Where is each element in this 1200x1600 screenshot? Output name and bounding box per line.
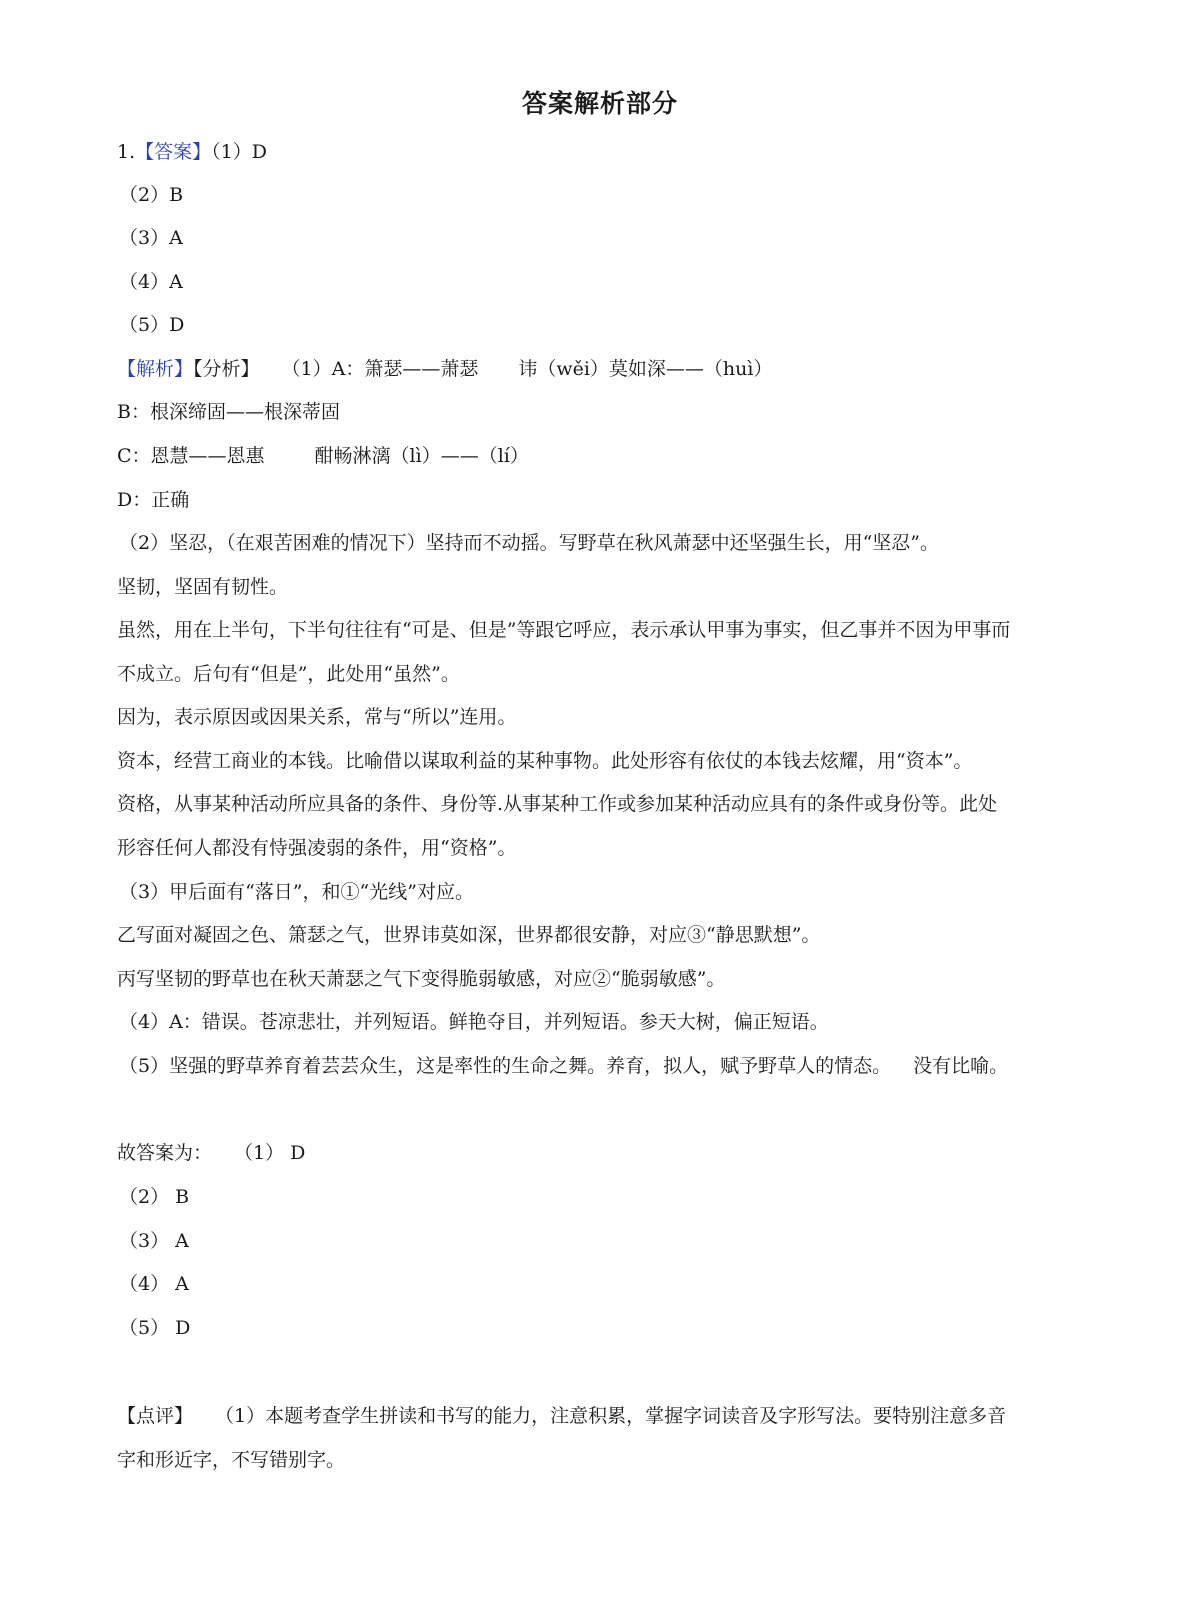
- analysis-p2-line-4: 不成立。后句有“但是”，此处用“虽然”。: [117, 663, 460, 685]
- analysis-line-4: D：正确: [117, 489, 190, 511]
- analysis-3b: 酣畅淋漓（lì）——（lí）: [314, 445, 529, 467]
- analysis-line-2: B：根深缔固——根深蒂固: [117, 401, 340, 423]
- answer-tag: 【答案】: [135, 141, 212, 163]
- final-item-4: （4） A: [119, 1273, 189, 1295]
- analysis-p2-line-3: 虽然，用在上半句，下半句往往有“可是、但是”等跟它呼应，表示承认甲事为事实，但乙事并不因为甲事而: [117, 619, 1011, 641]
- analysis-1a: （1）A：箫瑟——萧瑟: [281, 358, 479, 380]
- answer-item-5: （5）D: [119, 314, 185, 336]
- analysis-p2-line-1: （2）坚忍，（在艰苦困难的情况下）坚持而不动摇。写野草在秋风萧瑟中还坚强生长，用“坚忍”。: [119, 532, 940, 554]
- analysis-p2-line-8: 形容任何人都没有恃强凌弱的条件，用“资格”。: [117, 837, 517, 859]
- analysis-p4: （4）A：错误。苍凉悲壮，并列短语。鲜艳夺目，并列短语。参天大树，偏正短语。: [119, 1011, 829, 1033]
- answer-item-1: （1）D: [211, 141, 267, 163]
- analysis-p5a: （5）坚强的野草养育着芸芸众生，这是率性的生命之舞。养育，拟人，赋予野草人的情态。: [119, 1055, 892, 1077]
- analysis-p3-line-1: （3）甲后面有“落日”，和①“光线”对应。: [119, 881, 474, 903]
- final-item-3: （3） A: [119, 1230, 189, 1252]
- analysis-line-1: [117, 355, 772, 383]
- analysis-p2-line-5: 因为，表示原因或因果关系，常与“所以”连用。: [117, 706, 517, 728]
- analysis-1b: 讳（wěi）莫如深——（huì）: [518, 358, 773, 380]
- analysis-p3-line-2: 乙写面对凝固之色、箫瑟之气，世界讳莫如深，世界都很安静，对应③“静思默想”。: [117, 924, 821, 946]
- analysis-p5b: 没有比喻。: [913, 1055, 1009, 1077]
- final-item-2: （2） B: [119, 1186, 190, 1208]
- analysis-sub-tag: 【分析】: [193, 358, 260, 380]
- analysis-p2-line-2: 坚韧，坚固有韧性。: [117, 576, 289, 598]
- analysis-p3-line-3: 丙写坚韧的野草也在秋天萧瑟之气下变得脆弱敏感，对应②“脆弱敏感”。: [117, 968, 726, 990]
- answer-item-4: （4）A: [119, 271, 183, 293]
- analysis-line-3: [117, 442, 529, 470]
- analysis-tag: 【解析】: [117, 358, 194, 380]
- review-line-2: 字和形近字，不写错别字。: [117, 1449, 346, 1471]
- review-text-1: （1）本题考查学生拼读和书写的能力，注意积累，掌握字词读音及字形写法。要特别注意多音: [215, 1405, 1007, 1427]
- final-answer-line-1: [117, 1139, 305, 1167]
- final-item-5: （5） D: [119, 1317, 191, 1339]
- analysis-p2-line-7: 资格，从事某种活动所应具备的条件、身份等.从事某种工作或参加某种活动应具有的条件或身份等。此处: [117, 793, 998, 815]
- question-number: 1.: [117, 141, 136, 163]
- review-line-1: [117, 1402, 1006, 1430]
- review-tag: 【点评】: [117, 1405, 194, 1427]
- answer-line-1: [117, 138, 267, 166]
- answer-item-3: （3）A: [119, 227, 183, 249]
- page-title: 答案解析部分: [521, 89, 678, 118]
- analysis-3a: C：恩慧——恩惠: [117, 445, 265, 467]
- analysis-p5: [119, 1052, 1008, 1080]
- final-lead: 故答案为：: [117, 1142, 213, 1164]
- answer-item-2: （2）B: [119, 184, 184, 206]
- final-item-1: （1） D: [234, 1142, 306, 1164]
- analysis-p2-line-6: 资本，经营工商业的本钱。比喻借以谋取利益的某种事物。此处形容有依仗的本钱去炫耀，用“资本”。: [117, 750, 973, 772]
